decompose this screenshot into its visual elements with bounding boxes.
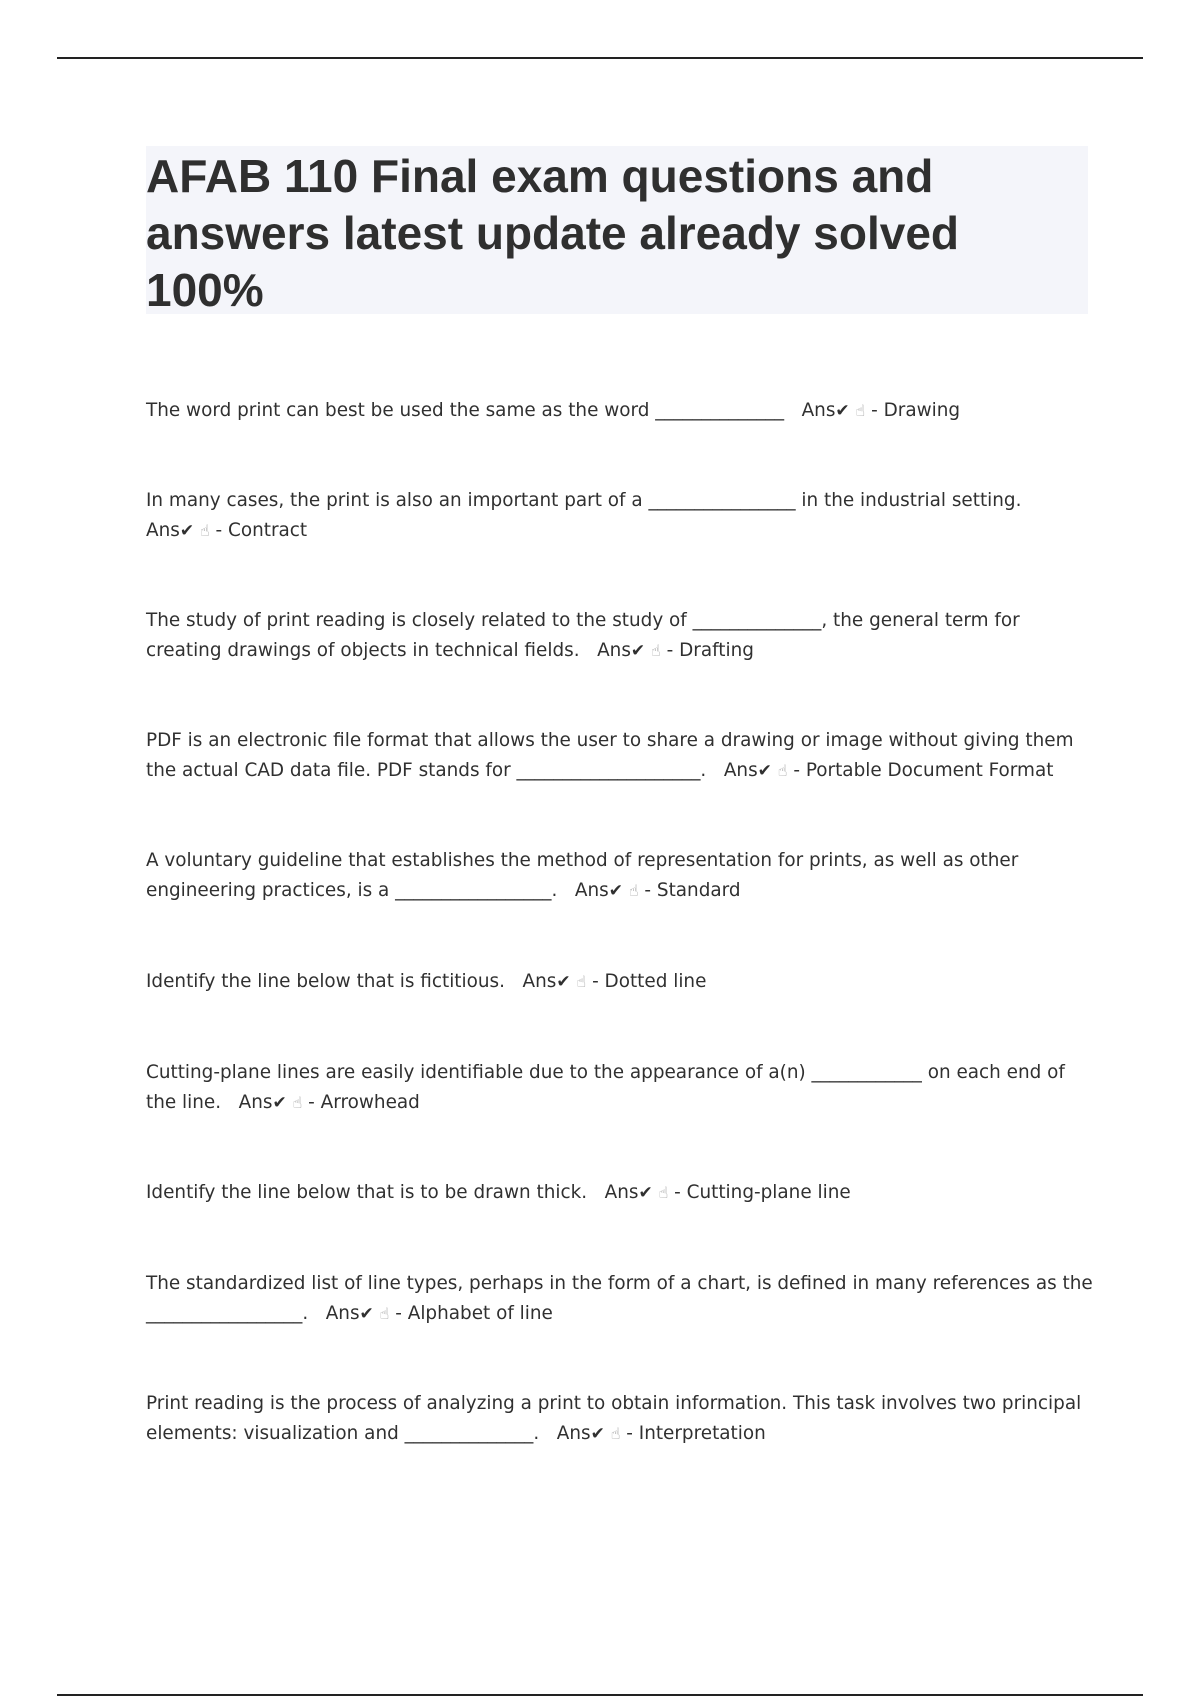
check-icon: ✔ bbox=[630, 641, 646, 661]
question-text: PDF is an electronic file format that allows the user to share a drawing or image without giving them the actual CAD data file. PDF stands for ____________________. bbox=[146, 730, 1074, 781]
answer-text: Standard bbox=[656, 880, 741, 901]
answer: Ans✔ ☝ - Standard bbox=[574, 880, 741, 901]
answer: Ans✔ ☝ - Interpretation bbox=[556, 1423, 766, 1444]
hand-icon: ☝ bbox=[379, 1304, 390, 1323]
question-text: A voluntary guideline that establishes the method of representation for prints, as well as other engineering practices, is a _________________. bbox=[146, 850, 1019, 901]
answer-text: Drawing bbox=[883, 400, 961, 421]
hand-icon: ☝ bbox=[628, 881, 639, 900]
qa-item bbox=[146, 486, 1021, 546]
answer-label: Ans bbox=[522, 971, 557, 992]
hand-icon: ☝ bbox=[292, 1093, 303, 1112]
question-text: In many cases, the print is also an important part of a ________________ in the industrial setting. bbox=[146, 490, 1022, 511]
question-text: Cutting-plane lines are easily identifiable due to the appearance of a(n) ____________ on each end of the line. bbox=[146, 1062, 1065, 1113]
document-title: AFAB 110 Final exam questions and answers latest update already solved 100% bbox=[146, 150, 960, 316]
check-icon: ✔ bbox=[757, 761, 772, 781]
answer-text: Portable Document Format bbox=[805, 760, 1054, 781]
answer-text: Interpretation bbox=[638, 1423, 766, 1444]
answer: Ans✔ ☝ - Alphabet of line bbox=[325, 1303, 553, 1324]
answer-label: Ans bbox=[801, 400, 836, 421]
answer-text: Arrowhead bbox=[320, 1092, 420, 1113]
hand-icon: ☝ bbox=[658, 1183, 669, 1202]
check-icon: ✔ bbox=[835, 401, 850, 421]
qa-item bbox=[146, 1178, 851, 1208]
hand-icon: ☝ bbox=[610, 1424, 621, 1443]
title-block bbox=[146, 146, 1088, 314]
answer-text: Drafting bbox=[679, 640, 754, 661]
qa-item bbox=[146, 726, 1096, 786]
bottom-rule bbox=[57, 1694, 1143, 1696]
answer-label: Ans bbox=[597, 640, 631, 661]
answer: Ans✔ ☝ - Portable Document Format bbox=[723, 760, 1054, 781]
answer-text: Cutting-plane line bbox=[686, 1182, 851, 1203]
check-icon: ✔ bbox=[179, 521, 195, 541]
answer-label: Ans bbox=[556, 1423, 591, 1444]
qa-item bbox=[146, 846, 1096, 906]
question-text: The study of print reading is closely related to the study of ______________, the general term for creating drawings of objects in technical fields. bbox=[146, 610, 1020, 661]
answer-label: Ans bbox=[723, 760, 758, 781]
qa-item bbox=[146, 1389, 1096, 1449]
question-text: The word print can best be used the same as the word ______________ bbox=[146, 400, 790, 421]
qa-item bbox=[146, 967, 706, 997]
check-icon: ✔ bbox=[638, 1183, 653, 1203]
question-text: The standardized list of line types, perhaps in the form of a chart, is defined in many references as the _________________. bbox=[146, 1273, 1093, 1324]
answer-label: Ans bbox=[574, 880, 609, 901]
hand-icon: ☝ bbox=[199, 521, 210, 540]
answer: Ans✔ ☝ - Dotted line bbox=[522, 971, 707, 992]
answer: Ans✔ ☝ - Cutting-plane line bbox=[604, 1182, 851, 1203]
check-icon: ✔ bbox=[359, 1304, 374, 1324]
check-icon: ✔ bbox=[556, 972, 571, 992]
answer-label: Ans bbox=[146, 520, 180, 541]
answer: Ans✔ ☝ - Drawing bbox=[801, 400, 961, 421]
check-icon: ✔ bbox=[590, 1424, 605, 1444]
hand-icon: ☝ bbox=[651, 641, 661, 660]
qa-item bbox=[146, 606, 1096, 666]
qa-item bbox=[146, 1269, 1096, 1329]
answer-label: Ans bbox=[325, 1303, 360, 1324]
answer-label: Ans bbox=[238, 1092, 273, 1113]
top-rule bbox=[57, 57, 1143, 59]
answer: Ans✔ ☝ - Drafting bbox=[597, 640, 754, 661]
answer-text: Alphabet of line bbox=[407, 1303, 553, 1324]
check-icon: ✔ bbox=[608, 881, 623, 901]
answer-text: Dotted line bbox=[604, 971, 707, 992]
qa-item bbox=[146, 396, 960, 426]
hand-icon: ☝ bbox=[576, 972, 587, 991]
answer-label: Ans bbox=[604, 1182, 639, 1203]
answer: Ans✔ ☝ - Arrowhead bbox=[238, 1092, 420, 1113]
check-icon: ✔ bbox=[272, 1093, 287, 1113]
hand-icon: ☝ bbox=[777, 761, 788, 780]
answer-text: Contract bbox=[228, 520, 308, 541]
hand-icon: ☝ bbox=[855, 401, 866, 420]
qa-item bbox=[146, 1058, 1096, 1118]
answer: Ans✔ ☝ - Contract bbox=[146, 520, 308, 541]
question-text: Print reading is the process of analyzing a print to obtain information. This task involves two principal elements: visualization and ______________. bbox=[146, 1393, 1082, 1444]
question-text: Identify the line below that is fictitious. bbox=[146, 971, 511, 992]
question-text: Identify the line below that is to be drawn thick. bbox=[146, 1182, 593, 1203]
